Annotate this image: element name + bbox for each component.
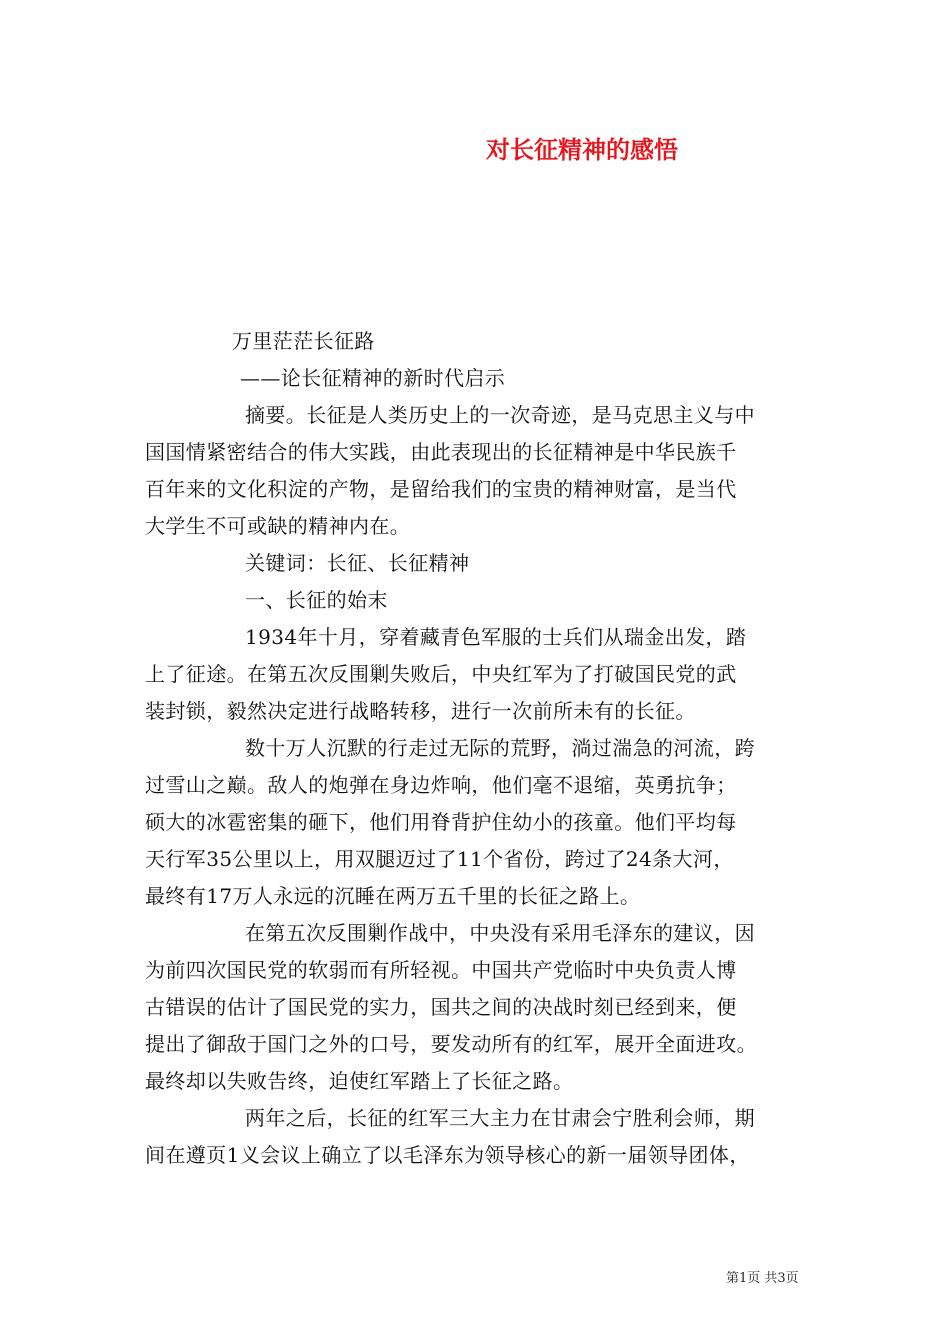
page-number: 第1页 共3页	[726, 1271, 799, 1286]
abstract-line: 大学生不可或缺的精神内在。	[145, 514, 411, 538]
paragraph-line: 天行军35公里以上，用双腿迈过了11个省份，跨过了24条大河，	[145, 847, 734, 871]
paragraph-line: 1934年十月，穿着藏青色军服的士兵们从瑞金出发，踏	[245, 625, 747, 649]
subtitle: 万里茫茫长征路	[232, 329, 375, 353]
paragraph-line: 过雪山之巅。敌人的炮弹在身边炸响，他们毫不退缩，英勇抗争；	[145, 773, 737, 797]
paragraph-line: 最终有17万人永远的沉睡在两万五千里的长征之路上。	[145, 884, 641, 908]
paragraph-line: 最终却以失败告终，迫使红军踏上了长征之路。	[145, 1069, 574, 1093]
paragraph-line: 提出了御敌于国门之外的口号，要发动所有的红军，展开全面进攻。	[145, 1032, 757, 1056]
subtitle-secondary: ——论长征精神的新时代启示	[240, 366, 506, 390]
paragraph-line: 数十万人沉默的行走过无际的荒野，淌过湍急的河流，跨	[245, 736, 755, 760]
paragraph-line: 古错误的估计了国民党的实力，国共之间的决战时刻已经到来，便	[145, 995, 737, 1019]
paragraph-line: 间在遵页1义会议上确立了以毛泽东为领导核心的新一届领导团体，	[145, 1143, 750, 1167]
document-title: 对长征精神的感悟	[486, 136, 678, 164]
abstract-line: 百年来的文化积淀的产物，是留给我们的宝贵的精神财富，是当代	[145, 477, 737, 501]
paragraph-line: 两年之后，长征的红军三大主力在甘肃会宁胜利会师，期	[245, 1106, 755, 1130]
abstract-line: 国国情紧密结合的伟大实践，由此表现出的长征精神是中华民族千	[145, 440, 737, 464]
paragraph-line: 为前四次国民党的软弱而有所轻视。中国共产党临时中央负责人博	[145, 958, 737, 982]
section-heading: 一、长征的始末	[245, 588, 388, 612]
paragraph-line: 硕大的冰雹密集的砸下，他们用脊背护住幼小的孩童。他们平均每	[145, 810, 737, 834]
abstract-line: 摘要。长征是人类历史上的一次奇迹，是马克思主义与中	[245, 403, 755, 427]
paragraph-line: 在第五次反围剿作战中，中央没有采用毛泽东的建议，因	[245, 921, 755, 945]
paragraph-line: 上了征途。在第五次反围剿失败后，中央红军为了打破国民党的武	[145, 662, 737, 686]
keywords: 关键词：长征、长征精神	[245, 551, 470, 575]
paragraph-line: 装封锁，毅然决定进行战略转移，进行一次前所未有的长征。	[145, 699, 696, 723]
